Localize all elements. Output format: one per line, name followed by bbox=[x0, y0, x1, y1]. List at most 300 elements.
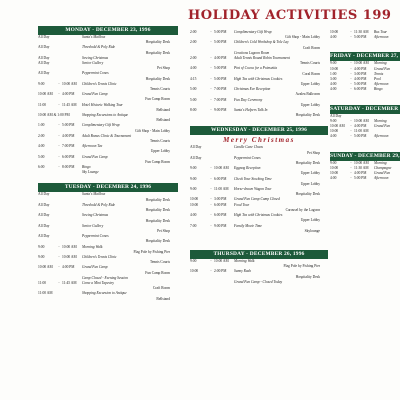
time-separator: - bbox=[350, 118, 352, 123]
event-location: Tennis Courts bbox=[149, 260, 170, 265]
event-location: Hospitality Desk bbox=[295, 113, 320, 118]
start-time: All Day bbox=[38, 35, 50, 39]
start-time: All Day bbox=[38, 71, 50, 76]
event-name: Morning Walk bbox=[82, 244, 103, 249]
event-name: Afternoon Tea bbox=[82, 144, 103, 149]
event-name: Grand Fun bbox=[374, 124, 391, 129]
day-header: FRIDAY - DECEMBER 27, 1996 bbox=[330, 53, 412, 60]
schedule-row bbox=[330, 176, 400, 181]
start-time: 9:00 bbox=[330, 160, 337, 165]
time-separator: - bbox=[210, 187, 212, 192]
event-name: Grand Fun Camp bbox=[82, 154, 108, 159]
time-separator: - bbox=[58, 144, 60, 149]
event-location: Skylounge bbox=[304, 228, 320, 233]
event-location: Hospitality Desk bbox=[145, 50, 170, 55]
end-time bbox=[62, 71, 82, 76]
end-time: 10:00 AM bbox=[214, 258, 229, 263]
event-location: Hospitality Desk bbox=[145, 40, 170, 45]
event-name: Complimentary Gift Wrap bbox=[234, 30, 272, 34]
start-time: 4:00 bbox=[330, 87, 337, 92]
end-time: 4:00 PM bbox=[214, 56, 227, 61]
start-time: 4:00 bbox=[330, 35, 337, 40]
start-time: All Day bbox=[38, 61, 50, 66]
start-time: 10:00 bbox=[190, 269, 199, 274]
day-header: SUNDAY - DECEMBER 29, 1996 bbox=[330, 152, 413, 159]
start-time: 9:00 bbox=[190, 166, 197, 171]
end-time: 4:00 PM bbox=[354, 171, 367, 176]
time-separator: - bbox=[210, 213, 212, 218]
end-time bbox=[62, 291, 82, 296]
start-time: 10:00 bbox=[330, 129, 339, 134]
start-time: 10:00 AM bbox=[38, 265, 53, 270]
time-separator: - bbox=[210, 258, 212, 263]
event-location: Azalea Ballroom bbox=[295, 92, 320, 97]
event-name: Grand Fun bbox=[374, 66, 391, 71]
start-time: 4:00 bbox=[190, 213, 197, 218]
time-separator: - bbox=[350, 129, 352, 134]
time-separator: - bbox=[350, 77, 352, 82]
start-time bbox=[190, 280, 208, 285]
end-time: 6:00 PM bbox=[354, 87, 367, 92]
schedule-row bbox=[190, 269, 328, 274]
event-location: Fun Camp Room bbox=[145, 270, 170, 275]
event-location: Hospitality Desk bbox=[295, 161, 320, 166]
event-location: Bellstand bbox=[156, 107, 170, 112]
start-time: 11:00 bbox=[38, 102, 47, 107]
column-middle bbox=[190, 30, 328, 285]
event-location: Flag Pole by Fishing Pier bbox=[133, 249, 170, 254]
time-separator: - bbox=[350, 35, 352, 40]
event-location: Fun Camp Room bbox=[145, 159, 170, 164]
event-name: Hotel Historic Walking Tour bbox=[82, 102, 123, 107]
time-separator: - bbox=[210, 97, 212, 102]
end-time bbox=[62, 61, 82, 66]
event-location: Hospitality Desk bbox=[145, 239, 170, 244]
start-time: 9:00 bbox=[190, 258, 197, 263]
event-name: Christmas Eve Reception bbox=[234, 87, 271, 92]
start-time: All Day bbox=[190, 155, 202, 160]
time-separator: - bbox=[58, 92, 60, 97]
time-separator: - bbox=[210, 66, 212, 71]
end-time bbox=[62, 170, 82, 175]
schedule-row bbox=[38, 123, 178, 128]
event-location: Upper Lobby bbox=[300, 82, 320, 87]
end-time: 5:00 PM bbox=[354, 35, 367, 40]
end-time: 3:00 PM bbox=[354, 71, 367, 76]
end-time: 6:00 PM bbox=[214, 176, 227, 181]
time-separator: - bbox=[350, 134, 352, 139]
time-separator: - bbox=[58, 81, 60, 86]
event-location: Hospitality Desk bbox=[295, 274, 320, 279]
time-separator: - bbox=[350, 124, 352, 129]
start-time bbox=[38, 170, 56, 175]
event-name: High Tea with Christmas Cookies bbox=[234, 76, 283, 81]
end-time bbox=[62, 35, 82, 40]
end-time bbox=[62, 203, 82, 208]
start-time: All Day bbox=[190, 145, 202, 150]
start-time: 10:00 bbox=[190, 202, 199, 207]
event-name: Afternoon bbox=[374, 35, 389, 40]
event-name: Threshold & Poly Ride bbox=[82, 45, 116, 50]
end-time: 4:00 PM bbox=[354, 66, 367, 71]
event-location: Upper Lobby bbox=[300, 218, 320, 223]
time-separator: - bbox=[210, 166, 212, 171]
column-left bbox=[38, 26, 178, 302]
event-name: Grand Fun Camp Camp Closed bbox=[234, 197, 280, 202]
event-name: Morning bbox=[374, 118, 387, 123]
event-location: Upper Lobby bbox=[300, 171, 320, 176]
end-time: 5:00 PM bbox=[214, 40, 227, 45]
end-time: 10:00 AM bbox=[354, 118, 369, 123]
schedule-row bbox=[38, 245, 178, 250]
time-separator: - bbox=[210, 76, 212, 81]
event-name: Grand Fun bbox=[374, 171, 391, 176]
schedule-row bbox=[38, 213, 178, 218]
event-name: Adult Tennis Round Robin Tournament bbox=[234, 56, 290, 61]
event-name: Complimentary Gift Wrap bbox=[82, 123, 120, 128]
event-location: Pet Shop bbox=[157, 66, 170, 71]
event-name: Pint of Cocoa for a Poinsettia bbox=[234, 66, 278, 71]
time-separator: - bbox=[350, 71, 352, 76]
section-spacer bbox=[38, 175, 178, 183]
event-name: Shopping Excursions to Antique bbox=[82, 113, 129, 118]
event-name: Bus Tour bbox=[374, 30, 387, 34]
event-name: Fun Day Ceremony bbox=[234, 97, 263, 102]
event-location: Tennis Courts bbox=[149, 139, 170, 144]
event-location: Craft Room bbox=[302, 45, 320, 50]
start-time: 6:00 bbox=[38, 165, 45, 170]
event-name: Afternoon bbox=[374, 134, 389, 139]
start-time: 9:00 bbox=[190, 187, 197, 192]
event-name: Grand Fun Camp bbox=[82, 92, 108, 97]
event-location: Pet Shop bbox=[157, 228, 170, 233]
end-time: 7:00 PM bbox=[62, 144, 75, 149]
end-time: 5:00 PM bbox=[62, 123, 75, 128]
time-separator: - bbox=[350, 176, 352, 181]
time-separator: - bbox=[58, 165, 60, 170]
event-location: Upper Lobby bbox=[300, 102, 320, 107]
time-separator: - bbox=[210, 30, 212, 34]
event-name: Peppermint Cones bbox=[82, 71, 109, 76]
event-name: Sunny Rush bbox=[234, 269, 251, 274]
event-name: Horse-drawn Wagon Tour bbox=[234, 187, 272, 192]
time-separator: - bbox=[210, 40, 212, 45]
end-time: 5:00 PM bbox=[214, 66, 227, 71]
end-time: 2:00 PM bbox=[214, 269, 227, 274]
start-time: 4:00 bbox=[330, 176, 337, 181]
end-time: 5:00 PM bbox=[354, 82, 367, 87]
event-location: Coral Room bbox=[302, 71, 320, 76]
event-location: Hospitality Desk bbox=[145, 76, 170, 81]
start-time: 5:00 bbox=[190, 97, 197, 102]
end-time: 6:00 PM bbox=[214, 213, 227, 218]
day-header: MONDAY - DECEMBER 23, 1996 bbox=[38, 26, 178, 35]
end-time: 7:00 PM bbox=[214, 97, 227, 102]
schedule-row bbox=[190, 66, 328, 71]
event-location: Carousel by the Lagoon bbox=[285, 207, 320, 212]
start-time: 2:00 bbox=[38, 133, 45, 138]
time-separator: - bbox=[58, 133, 60, 138]
schedule-row bbox=[38, 170, 178, 175]
event-name: Check Your Stocking Time bbox=[234, 176, 272, 181]
section-spacer bbox=[330, 140, 400, 152]
start-time: 2:00 bbox=[190, 56, 197, 61]
event-name: Camp Closed - Evening Session bbox=[82, 275, 128, 280]
end-time bbox=[214, 156, 234, 161]
event-name: Morning bbox=[374, 61, 387, 66]
event-name: Sewing Christmas bbox=[82, 55, 109, 60]
start-time: 4:00 bbox=[330, 82, 337, 87]
day-header: SATURDAY - DECEMBER 28, 1996 bbox=[330, 105, 420, 112]
time-separator: - bbox=[58, 244, 60, 249]
event-location: Hospitality Desk bbox=[295, 192, 320, 197]
time-separator: - bbox=[350, 82, 352, 87]
start-time: All Day bbox=[38, 192, 50, 197]
end-time: 10:00 AM bbox=[62, 244, 77, 249]
time-separator: - bbox=[350, 160, 352, 165]
event-location: Pet Shop bbox=[307, 150, 320, 155]
end-time: 6:00 PM bbox=[62, 154, 75, 159]
event-name: Children's Cold Workshop & Tole Lay bbox=[234, 40, 289, 45]
event-name: Candle Cane Chaos bbox=[234, 145, 263, 150]
end-time: 10:00 AM bbox=[214, 166, 229, 171]
event-location: Tennis Courts bbox=[149, 87, 170, 92]
schedule-row bbox=[190, 280, 328, 285]
event-name: Pool bbox=[374, 77, 381, 82]
end-time bbox=[62, 45, 82, 50]
end-time: 9:00 PM bbox=[214, 108, 227, 113]
event-location: Tennis Courts bbox=[299, 61, 320, 66]
event-name: Morning Walk bbox=[234, 258, 255, 263]
start-time: 9:00 bbox=[38, 254, 45, 259]
day-header: TUESDAY - DECEMBER 24, 1996 bbox=[38, 183, 178, 192]
start-time: 11:00 AM bbox=[38, 291, 53, 296]
event-name: Family Movie Time bbox=[234, 223, 262, 228]
time-separator: - bbox=[350, 61, 352, 66]
end-time: 8:00 PM bbox=[62, 165, 75, 170]
end-time bbox=[62, 192, 82, 197]
event-location: Bellstand bbox=[156, 296, 170, 301]
section-spacer bbox=[190, 118, 328, 126]
event-name: Shopping Excursion to Antique bbox=[82, 291, 127, 296]
event-name: Children's Tennis Clinic bbox=[82, 81, 117, 86]
event-name: Senior Gallery bbox=[82, 223, 104, 228]
section-spacer bbox=[330, 93, 400, 105]
end-time: 10:00 AM bbox=[62, 81, 77, 86]
event-name: Tennis bbox=[374, 71, 384, 76]
start-time: 2:00 bbox=[190, 30, 197, 34]
event-location: Flag Pole by Fishing Pier bbox=[283, 264, 320, 269]
end-time: 5:00 PM bbox=[354, 176, 367, 181]
end-time: 5:00 PM bbox=[214, 30, 227, 34]
end-time bbox=[62, 224, 82, 229]
time-separator: - bbox=[58, 102, 60, 107]
event-name: Grand Fun Camp bbox=[82, 265, 108, 270]
start-time: 11:00 bbox=[38, 280, 47, 285]
start-time: 9:00 bbox=[190, 176, 197, 181]
section-spacer bbox=[330, 40, 400, 52]
time-separator: - bbox=[58, 280, 60, 285]
start-time: 3:00 bbox=[330, 77, 337, 82]
start-time: 5:00 bbox=[190, 87, 197, 92]
event-name: Santa's Mailbox bbox=[82, 192, 106, 197]
event-name: Senior Gallery bbox=[82, 61, 104, 66]
start-time: 1:00 bbox=[330, 71, 337, 76]
page-title: HOLIDAY ACTIVITIES 199 bbox=[188, 8, 392, 23]
event-name: Come a Mini Tapestry bbox=[82, 280, 114, 285]
time-separator: - bbox=[350, 171, 352, 176]
end-time: 6:00 PM bbox=[214, 202, 227, 207]
time-separator: - bbox=[350, 87, 352, 92]
start-time: 10:00 bbox=[330, 171, 339, 176]
end-time: 11:30 AM bbox=[354, 165, 369, 170]
schedule-row bbox=[38, 71, 178, 76]
end-time bbox=[62, 113, 82, 118]
schedule-row bbox=[38, 45, 178, 50]
event-name: Bingo bbox=[374, 87, 383, 92]
event-location: Fun Camp Room bbox=[145, 97, 170, 102]
time-separator: - bbox=[58, 154, 60, 159]
event-name: Food Tour bbox=[234, 202, 250, 207]
start-time: All Day bbox=[38, 55, 50, 60]
time-separator: - bbox=[210, 108, 212, 113]
start-time: 8:00 bbox=[190, 108, 197, 113]
end-time: 5:00 PM bbox=[214, 76, 227, 81]
day-header: WEDNESDAY - DECEMBER 25, 1996 bbox=[190, 126, 328, 135]
end-time: 9:00 PM bbox=[214, 223, 227, 228]
end-time: 11:45 AM bbox=[62, 280, 77, 285]
event-name: Santa's Helpers Talk In bbox=[234, 108, 268, 113]
event-name: High Tea with Christmas Cookies bbox=[234, 213, 283, 218]
schedule-row bbox=[190, 145, 328, 150]
start-time: All Day bbox=[38, 202, 50, 207]
start-time: 10:00 AM bbox=[38, 92, 53, 97]
schedule-row bbox=[330, 35, 400, 40]
event-name: Champagne bbox=[374, 165, 392, 170]
start-time: 4:15 bbox=[190, 76, 197, 81]
event-location: Craft Room bbox=[152, 286, 170, 291]
start-time: 10:00 bbox=[190, 197, 199, 202]
end-time: 4:00 PM bbox=[354, 77, 367, 82]
event-location: Hospitality Desk bbox=[145, 197, 170, 202]
end-time: 10:00 AM bbox=[354, 160, 369, 165]
time-separator: - bbox=[350, 165, 352, 170]
start-time: 4:00 bbox=[330, 134, 337, 139]
schedule-row bbox=[330, 87, 400, 92]
merry-christmas-banner: Merry Christmas bbox=[223, 136, 295, 145]
event-name: Afternoon bbox=[374, 176, 389, 181]
start-time: 9:00 bbox=[330, 61, 337, 66]
start-time: 10:00 bbox=[330, 66, 339, 71]
end-time: 4:00 PM bbox=[62, 133, 75, 138]
end-time: 11:00 AM bbox=[214, 187, 229, 192]
schedule-row bbox=[38, 291, 178, 296]
time-separator: - bbox=[210, 223, 212, 228]
start-time: All Day bbox=[38, 234, 50, 239]
start-time: All Day bbox=[38, 223, 50, 228]
day-header: THURSDAY - DECEMBER 26, 1996 bbox=[190, 250, 328, 259]
start-time: 9:00 bbox=[38, 244, 45, 249]
event-name: Threshold & Poly Ride bbox=[82, 202, 116, 207]
time-separator: - bbox=[58, 265, 60, 270]
end-time: 11:45 AM bbox=[62, 102, 77, 107]
event-location: Gift Shop - Main Lobby bbox=[135, 128, 170, 133]
time-separator: - bbox=[210, 202, 212, 207]
end-time: 10:00 AM bbox=[62, 254, 77, 259]
start-time: All Day bbox=[38, 213, 50, 218]
time-separator: - bbox=[58, 123, 60, 128]
end-time: 4:00 PM bbox=[354, 124, 367, 129]
end-time bbox=[214, 280, 234, 285]
end-time: 7:00 PM bbox=[214, 87, 227, 92]
schedule-row bbox=[38, 192, 178, 197]
event-location: Upper Lobby bbox=[300, 181, 320, 186]
schedule-row bbox=[190, 40, 328, 45]
end-time: 10:00 AM bbox=[354, 61, 369, 66]
event-location: Gift Shop - Main Lobby bbox=[285, 35, 320, 40]
end-time bbox=[62, 234, 82, 239]
event-name: Santa's Mailbox bbox=[82, 35, 106, 39]
event-name: Children's Tennis Clinic bbox=[82, 254, 117, 259]
time-separator: - bbox=[350, 30, 352, 34]
end-time: 4:00 PM bbox=[62, 265, 75, 270]
column-right bbox=[330, 30, 420, 181]
start-time: 5:00 bbox=[38, 154, 45, 159]
end-time bbox=[214, 145, 234, 150]
time-separator: - bbox=[210, 56, 212, 61]
time-separator: - bbox=[210, 87, 212, 92]
time-separator: - bbox=[350, 66, 352, 71]
start-time: 10:00 AM bbox=[330, 124, 345, 129]
start-time: 1:00 bbox=[38, 123, 45, 128]
start-time: 4:00 bbox=[190, 66, 197, 71]
end-time bbox=[62, 213, 82, 218]
event-name: Creations Lagoon Room bbox=[234, 50, 270, 55]
time-separator: - bbox=[210, 176, 212, 181]
start-time: 10:00 bbox=[330, 30, 339, 34]
time-separator: - bbox=[58, 254, 60, 259]
start-time: All Day bbox=[330, 113, 342, 118]
event-location: Hospitality Desk bbox=[145, 218, 170, 223]
event-name: Eggnog Reception bbox=[234, 166, 261, 171]
event-location: Hospitality Desk bbox=[145, 208, 170, 213]
event-location: Upper Lobby bbox=[150, 149, 170, 154]
event-name: Peppermint Cones bbox=[82, 234, 109, 239]
event-name: Sewing Christmas bbox=[82, 213, 109, 218]
event-name: Grand Fun Camp - Closed Today bbox=[234, 279, 283, 284]
time-separator: - bbox=[210, 197, 212, 202]
end-time: 11:30 AM bbox=[354, 30, 369, 34]
schedule-row bbox=[38, 265, 178, 270]
schedule-row bbox=[190, 224, 328, 229]
start-time: 9:00 bbox=[330, 118, 337, 123]
start-time: 10:00 AM & 1:00 PM bbox=[38, 113, 70, 118]
start-time: 7:00 bbox=[190, 223, 197, 228]
end-time: 4:00 PM bbox=[62, 92, 75, 97]
start-time: 4:00 bbox=[38, 144, 45, 149]
event-name: Bingo bbox=[82, 165, 91, 170]
event-name: Morning bbox=[374, 160, 387, 165]
event-name: Sky Lounge bbox=[82, 170, 99, 175]
start-time: 9:00 bbox=[38, 81, 45, 86]
event-name: Afternoon bbox=[374, 82, 389, 87]
event-location: Bellstand bbox=[156, 118, 170, 123]
end-time: 11:00 AM bbox=[354, 129, 369, 134]
start-time: All Day bbox=[38, 45, 50, 50]
event-name: Peppermint Cones bbox=[234, 155, 261, 160]
time-separator: - bbox=[210, 269, 212, 274]
start-time: 2:00 bbox=[190, 40, 197, 45]
